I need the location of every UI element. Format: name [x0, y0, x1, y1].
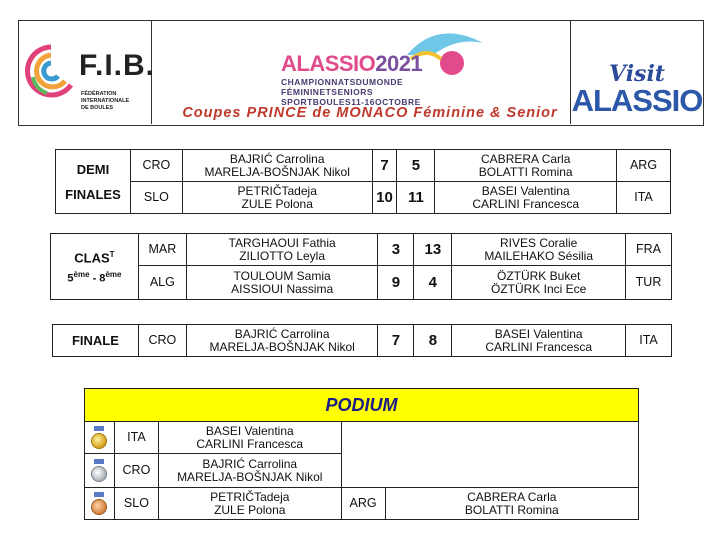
silver-medal-disc — [91, 466, 107, 482]
table-row — [85, 422, 639, 454]
player: MARELJA-BOŠNJAK Nikol — [177, 469, 323, 484]
header-banner — [18, 20, 704, 126]
country-code: ARG — [341, 488, 385, 520]
country-code: MAR — [138, 234, 186, 266]
player: BOLATTI Romina — [464, 502, 559, 517]
event-title — [281, 51, 422, 77]
player: PETRIČTadeja — [210, 489, 290, 504]
visit-text: Visit — [609, 61, 665, 87]
semifinals-label — [56, 150, 131, 214]
label-line: FINALES — [65, 186, 121, 202]
classification-label — [51, 234, 139, 300]
label-sup: ème — [73, 269, 90, 279]
score: 7 — [372, 150, 397, 182]
fib-logo — [19, 21, 156, 124]
fib-name: F.I.B. — [79, 49, 156, 82]
country-code: FRA — [626, 234, 672, 266]
table-row — [53, 325, 672, 357]
score: 13 — [414, 234, 452, 266]
team-players — [158, 422, 341, 454]
player: ZILIOTTO Leyla — [239, 248, 326, 263]
team-players — [385, 488, 638, 520]
player: BASEI Valentina — [494, 326, 583, 341]
score: 10 — [372, 182, 397, 214]
event-title-text: ALASSIO — [281, 51, 376, 76]
player: ZULE Polona — [214, 502, 286, 517]
visit-alassio-logo — [570, 21, 703, 124]
player: BOLATTI Romina — [478, 164, 573, 179]
team-players — [186, 234, 378, 266]
player: ÖZTÜRK Inci Ece — [490, 281, 587, 296]
bronze-medal-icon — [85, 488, 115, 520]
team-players — [452, 266, 626, 300]
podium-title: PODIUM — [85, 389, 639, 422]
player: CARLINI Francesca — [196, 436, 304, 451]
country-code: ARG — [617, 150, 671, 182]
team-players — [452, 234, 626, 266]
player: CABRERA Carla — [481, 151, 571, 166]
label-sup: T — [109, 249, 115, 259]
team-players — [182, 150, 372, 182]
fib-fullname — [81, 91, 129, 112]
event-line: SPORTBOULES11-16OCTOBRE — [281, 97, 421, 107]
label-line: DEMI — [76, 161, 110, 177]
score: 4 — [414, 266, 452, 300]
label-text: 5 — [67, 272, 74, 285]
cup-subtitle: Coupes PRINCE de MONACO Féminine & Senior — [182, 105, 558, 121]
score: 7 — [378, 325, 414, 357]
final-table — [52, 324, 672, 357]
alassio-text: ALASSIO — [571, 83, 703, 118]
country-code: ALG — [138, 266, 186, 300]
country-code: TUR — [626, 266, 672, 300]
bronze-medal-disc — [91, 499, 107, 515]
player: MARELJA-BOŠNJAK Nikol — [209, 339, 355, 354]
player: AISSIOUI Nassima — [231, 281, 334, 296]
semifinals-table — [55, 149, 671, 214]
player: ZULE Polona — [241, 196, 313, 211]
table-row — [51, 234, 672, 266]
label-text: - 8 — [89, 272, 106, 285]
player: PETRIČTadeja — [237, 183, 317, 198]
team-players — [435, 150, 617, 182]
player: MAILEHAKO Sésilia — [484, 248, 594, 263]
empty-cell — [341, 422, 638, 488]
player: CARLINI Francesca — [472, 196, 580, 211]
score: 11 — [397, 182, 435, 214]
event-subtitle — [281, 77, 421, 107]
country-code: ITA — [114, 422, 158, 454]
event-year: 2021 — [375, 51, 423, 76]
table-row — [56, 182, 671, 214]
player: TOULOUM Samia — [233, 268, 331, 283]
country-code: SLO — [114, 488, 158, 520]
team-players — [182, 182, 372, 214]
fib-full-line: INTERNATIONALE — [81, 98, 130, 104]
team-players — [435, 182, 617, 214]
player: CABRERA Carla — [467, 489, 557, 504]
country-code: CRO — [138, 325, 186, 357]
label-text: CLAS — [74, 249, 110, 265]
player: BAJRIĆ Carrolina — [229, 151, 325, 166]
country-code: CRO — [114, 454, 158, 488]
event-line: FÉMININETSENIORS — [281, 87, 374, 97]
player: MARELJA-BOŠNJAK Nikol — [204, 164, 350, 179]
player: TARGHAOUI Fathia — [228, 235, 336, 250]
gold-medal-disc — [91, 433, 107, 449]
table-row — [85, 488, 639, 520]
podium-table — [84, 388, 639, 520]
gold-medal-icon — [85, 422, 115, 454]
player: BAJRIĆ Carrolina — [202, 456, 298, 471]
medal-ribbon — [94, 492, 104, 497]
event-line: CHAMPIONNATSDUMONDE — [281, 77, 404, 87]
team-players — [186, 325, 378, 357]
table-row — [51, 266, 672, 300]
label-line — [51, 268, 138, 286]
fib-full-line: DE BOULES — [81, 105, 114, 111]
table-row — [56, 150, 671, 182]
final-label: FINALE — [53, 325, 139, 357]
table-row — [85, 389, 639, 422]
country-code: ITA — [617, 182, 671, 214]
country-code: SLO — [130, 182, 182, 214]
score: 8 — [414, 325, 452, 357]
player: ÖZTÜRK Buket — [496, 268, 581, 283]
label-line — [51, 248, 138, 264]
team-players — [452, 325, 626, 357]
player: CARLINI Francesca — [485, 339, 593, 354]
score: 3 — [378, 234, 414, 266]
team-players — [158, 488, 341, 520]
classification-table — [50, 233, 672, 300]
country-code: CRO — [130, 150, 182, 182]
team-players — [158, 454, 341, 488]
score: 9 — [378, 266, 414, 300]
fib-swirl-icon — [25, 41, 77, 101]
label-sup: ème — [105, 269, 122, 279]
player: BASEI Valentina — [205, 423, 294, 438]
fib-full-line: FÉDÉRATION — [81, 91, 117, 97]
team-players — [186, 266, 378, 300]
country-code: ITA — [626, 325, 672, 357]
silver-medal-icon — [85, 454, 115, 488]
medal-ribbon — [94, 426, 104, 431]
player: BASEI Valentina — [481, 183, 570, 198]
score: 5 — [397, 150, 435, 182]
player: BAJRIĆ Carrolina — [234, 326, 330, 341]
player: RIVES Coralie — [499, 235, 578, 250]
medal-ribbon — [94, 459, 104, 464]
